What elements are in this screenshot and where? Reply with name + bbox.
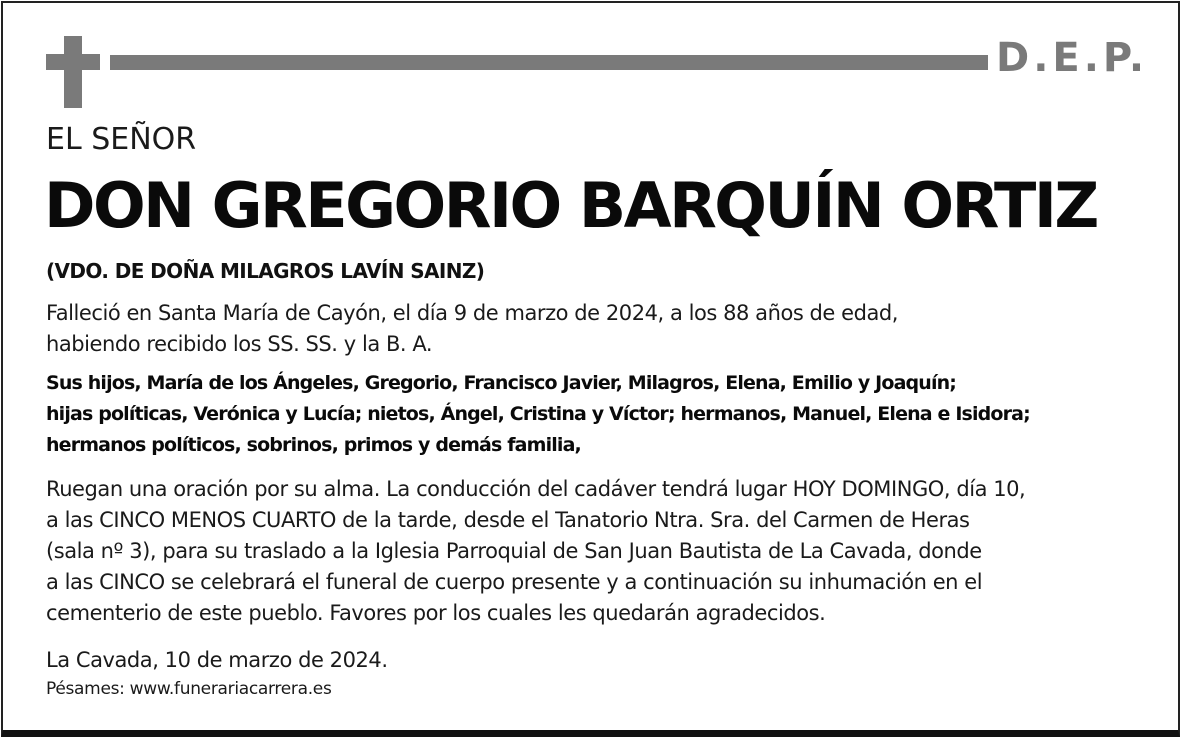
family-line: hermanos políticos, sobrinos, primos y demás familia,: [46, 434, 581, 456]
place-date: La Cavada, 10 de marzo de 2024.: [46, 648, 388, 672]
family-paragraph: [46, 368, 1030, 461]
ceremony-line: Ruegan una oración por su alma. La conducción del cadáver tendrá lugar HOY DOMINGO, día 10,: [46, 477, 1026, 501]
ceremony-line: cementerio de este pueblo. Favores por los cuales les quedarán agradecidos.: [46, 601, 826, 625]
family-line: hijas políticas, Verónica y Lucía; nietos, Ángel, Cristina y Víctor; hermanos, Manuel, Elena e Isidora;: [46, 403, 1030, 425]
dep-label: D.E.P.: [996, 35, 1149, 81]
cross-icon: [46, 36, 100, 108]
death-line: habiendo recibido los SS. SS. y la B. A.: [46, 332, 433, 356]
deceased-name: DON GREGORIO BARQUÍN ORTIZ: [44, 169, 1097, 242]
ceremony-line: a las CINCO se celebrará el funeral de cuerpo presente y a continuación su inhumación en el: [46, 570, 983, 594]
ceremony-line: (sala nº 3), para su traslado a la Iglesia Parroquial de San Juan Bautista de La Cavada, donde: [46, 539, 982, 563]
condolences-link: Pésames: www.funerariacarrera.es: [46, 679, 332, 699]
header-rule: [110, 55, 988, 70]
ceremony-line: a las CINCO MENOS CUARTO de la tarde, desde el Tanatorio Ntra. Sra. del Carmen de Heras: [46, 508, 970, 532]
family-line: Sus hijos, María de los Ángeles, Gregorio, Francisco Javier, Milagros, Elena, Emilio y Joaquín;: [46, 372, 957, 394]
widower-of: (VDO. DE DOÑA MILAGROS LAVÍN SAINZ): [46, 259, 485, 283]
death-line: Falleció en Santa María de Cayón, el día 9 de marzo de 2024, a los 88 años de edad,: [46, 301, 899, 325]
ceremony-paragraph: [46, 474, 1025, 629]
death-paragraph: [46, 298, 898, 360]
honorific: EL SEÑOR: [46, 122, 197, 157]
